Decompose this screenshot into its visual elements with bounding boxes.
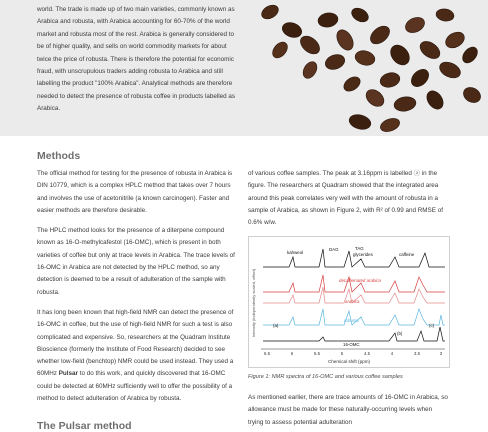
header-image-section [0,0,488,136]
label-a-left: (a) [273,323,279,328]
methods-p3-end: to do this work, and quickly discovered that 16-OMC could be detected at 60MHz sufficiently well to offer the possibility of a method to detect adulteration of Arabica by robusta. [37,370,233,403]
omc-trace [263,327,445,341]
pulsar-method-heading: The Pulsar method [37,420,132,432]
x-ticks [264,351,443,356]
label-c: (c) [429,323,435,328]
after-figure-text [248,392,448,429]
kahweol-label: kahweol [287,250,304,255]
coffee-beans-photo [240,0,488,136]
tag-label: TAG [355,246,364,251]
x-tick: 6 [290,351,294,356]
y-axis-label: Intensity (independently scaled, offset) [251,268,256,337]
methods-p3-start: It has long been known that high-field NMR can detect the presence of 16-OMC in coffee, but the use of high-field NMR for such a test is also complicated and expensive. So, researchers at the Quadram Institute Bioscience (formerly the Institute of Food Research) decided to see whether low-field (benchtop) NMR could be used instead. They used a 60MHz [37,308,234,378]
robusta-label: robusta [344,318,359,323]
x-tick: 6.5 [264,351,270,356]
methods-paragraph-3 [37,307,239,405]
figure-labels [273,246,435,347]
arabica-label: arabica [345,299,360,304]
x-tick: 3.5 [414,351,420,356]
methods-paragraph-2: The HPLC method looks for the presence of a diterpene compound known as 16-O-methylcafestol (16-OMC), which is present in both varieties of coffee but only at trace levels in Arabica. The trace levels of 16-OMC in Arabica are not detected by the HPLC method, so any detection is deemed to be a result of adulteration of the sample with robusta. [37,227,235,296]
decaf-label: decaffeinated arabica [339,278,381,283]
x-tick: 5 [340,351,344,356]
results-paragraph-2: As mentioned earlier, there are trace amounts of 16-OMC in Arabica, so allowance must be made for these naturally-occurring levels when trying to assess potential adulteration [248,394,448,426]
caffeine-label: caffeine [399,252,415,257]
omc-label: 16-OMC [343,342,360,347]
methods-paragraph-1: The official method for testing for the presence of robusta in Arabica is DIN 10779, which is a complex HPLC method that takes over 7 hours and involves the use of acetonitrile (a known carcinogen). Faster and easier methods are therefore desirable. [37,170,233,214]
glycerides-label: glycerides [353,252,373,257]
nmr-spectra-plot [249,237,449,367]
x-tick: 4.5 [364,351,370,356]
intro-text [37,4,242,116]
x-tick: 4 [390,351,394,356]
pulsar-bold: Pulsar [58,370,78,378]
intro-paragraph: world. The trade is made up of two main varieties, commonly known as Arabica and robusta, with Arabica accounting for 60-70% of the world market and robusta most of the rest. Arabica is generally considered to be of higher quality, and sells on world commodity markets for about twice the price of robusta. There is therefore the potential for economic fraud, with unscrupulous traders adding robusta to Arabica and still labelling the product "100% Arabica". Analytical methods are therefore needed to detect the presence of robusta coffee in products labelled as Arabica. [37,6,236,113]
x-axis-label: Chemical shift (ppm) [327,359,371,364]
figure-caption: Figure 1: NMR spectra of 16-OMC and various coffee samples [248,374,403,380]
x-tick: 3 [439,351,443,356]
dag-label: DAG [329,247,339,252]
results-column [248,168,448,237]
methods-column [37,168,239,413]
methods-heading: Methods [37,150,81,162]
label-b: (b) [397,331,403,336]
nmr-spectra-figure [248,236,450,368]
x-tick: 5.5 [314,351,320,356]
results-paragraph-1: of various coffee samples. The peak at 3.16ppm is labelled ⓐ in the figure. The researchers at Quadram showed that the integrated area around this peak correlates very well with the amount of robusta in a sample of Arabica, as shown in Figure 2, with R² of 0.99 and RMSE of 0.6% w/w. [248,170,443,227]
